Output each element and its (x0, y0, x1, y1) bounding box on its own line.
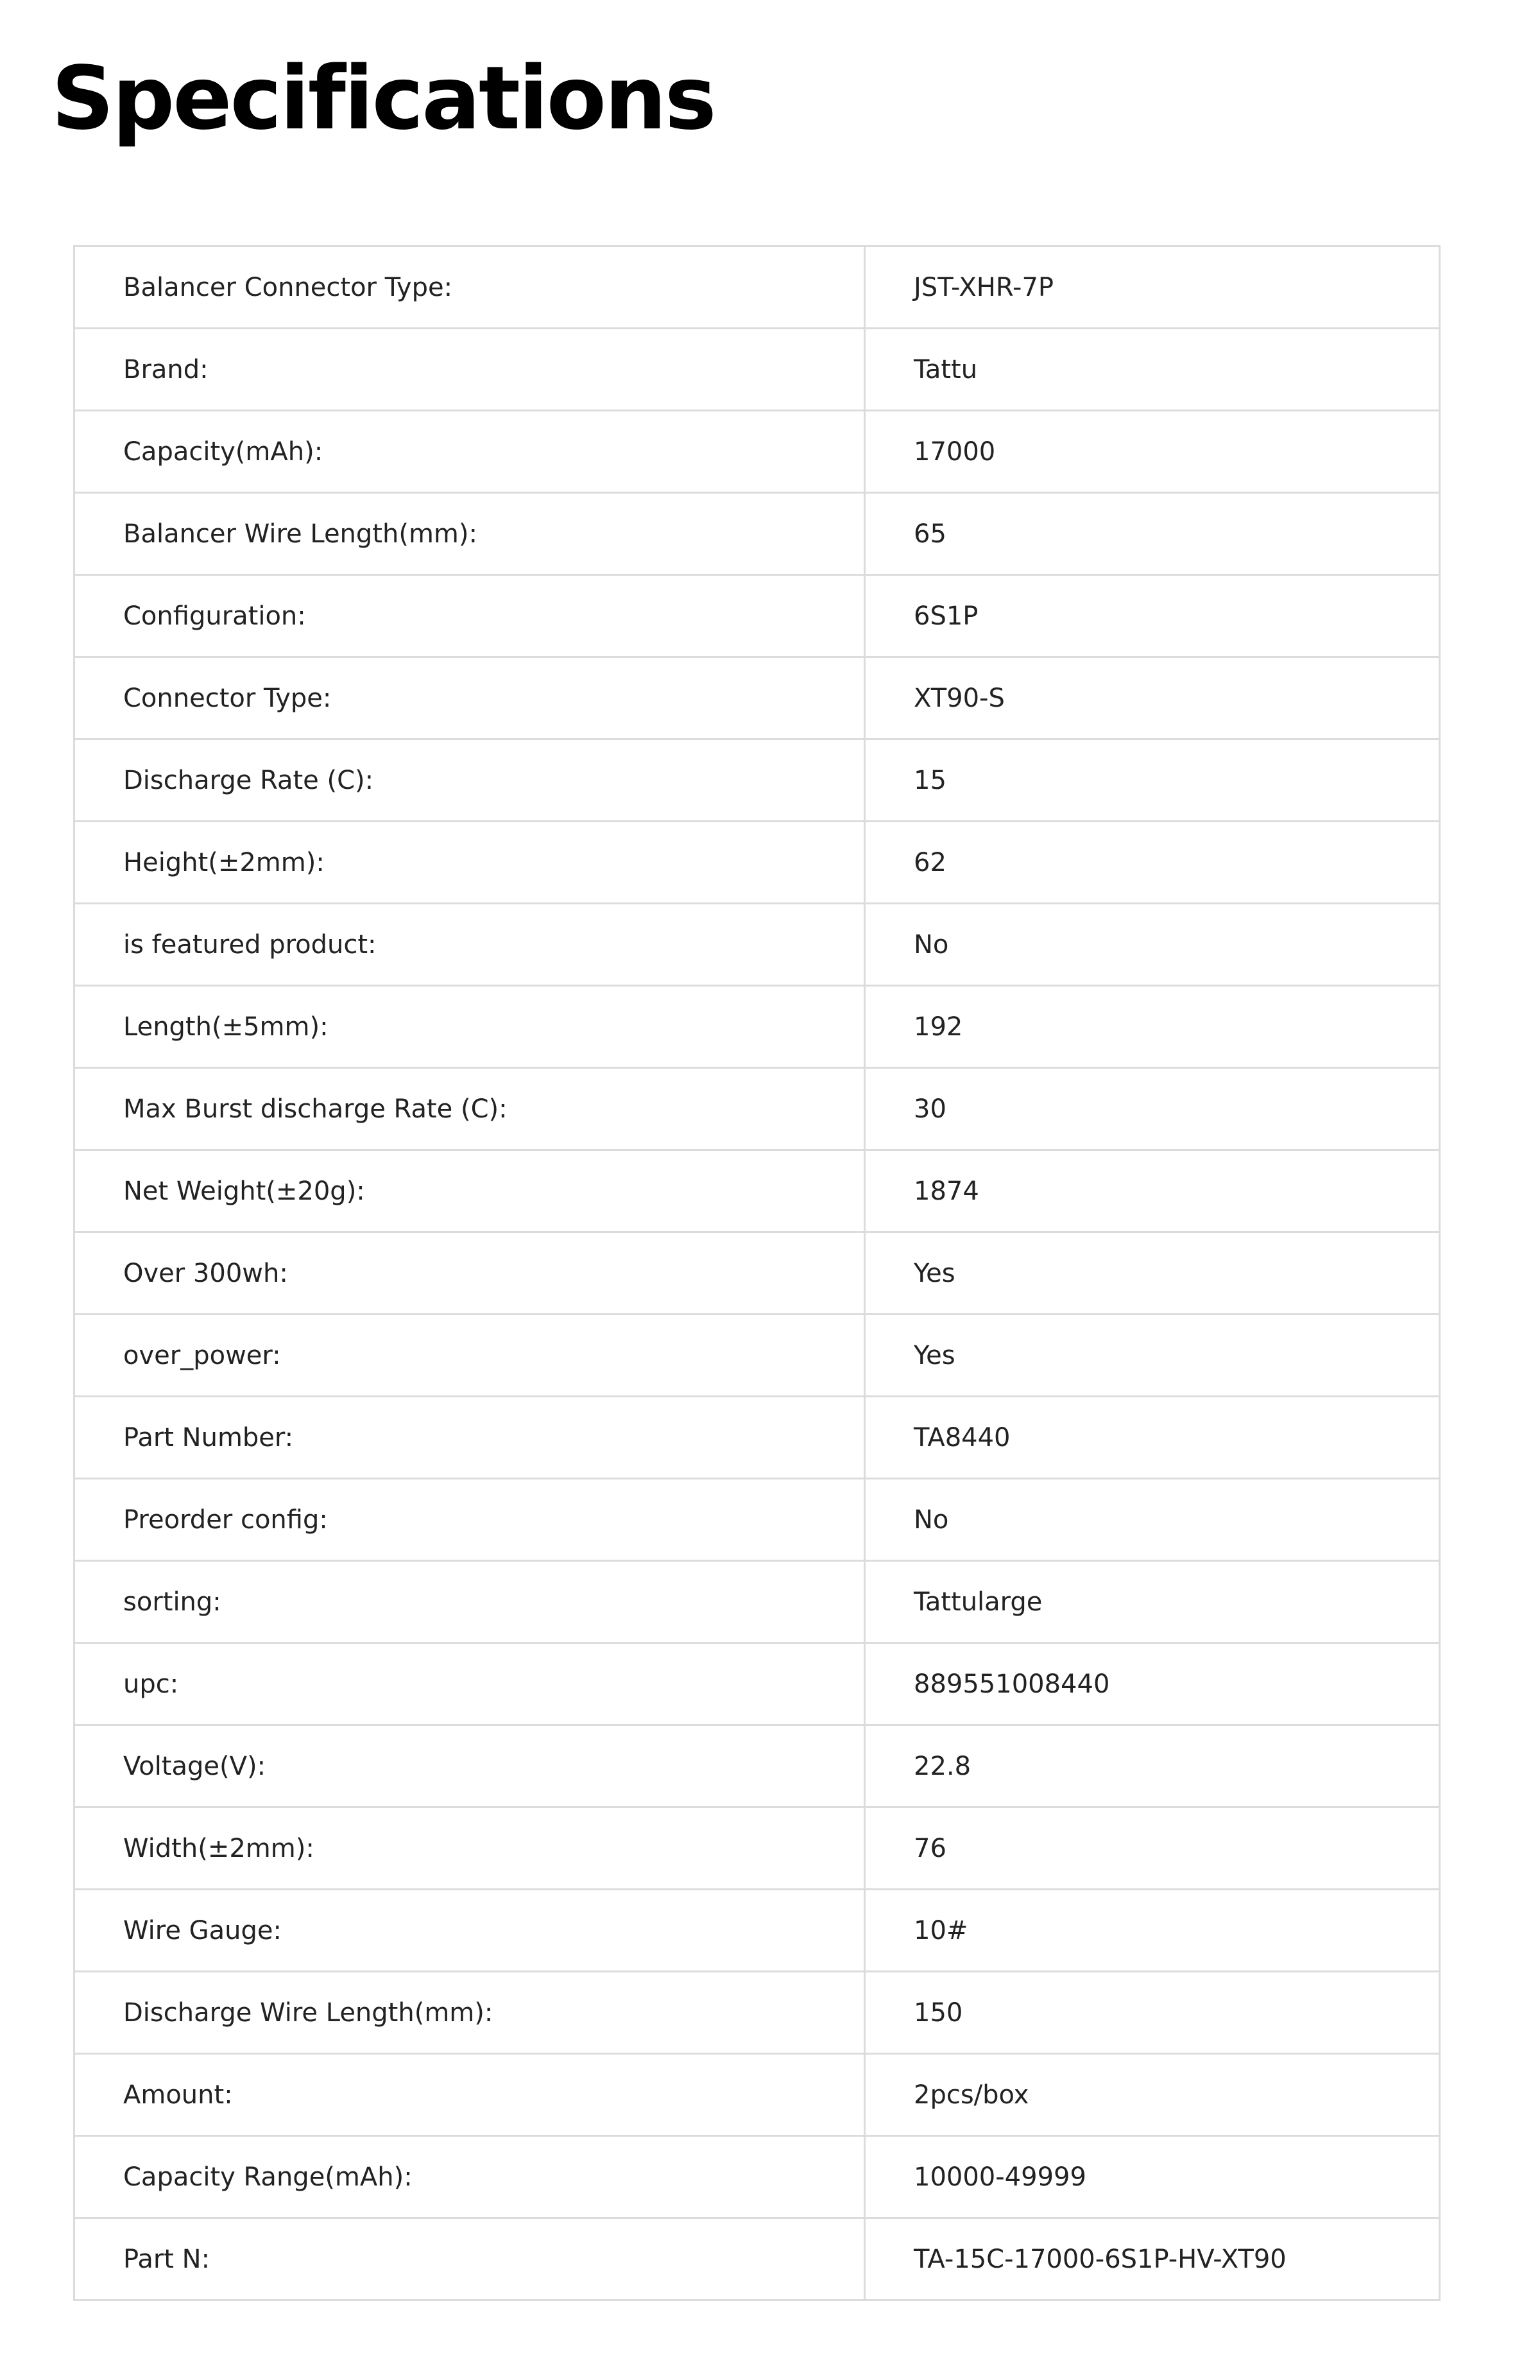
spec-value: 30 (865, 1068, 1440, 1150)
spec-row (74, 1068, 1440, 1150)
spec-value: JST-XHR-7P (865, 246, 1440, 329)
spec-value: 10# (865, 1890, 1440, 1972)
spec-value: TA8440 (865, 1397, 1440, 1479)
spec-label: Over 300wh: (74, 1232, 865, 1315)
spec-label: Part Number: (74, 1397, 865, 1479)
spec-value: 62 (865, 822, 1440, 904)
spec-label: Capacity Range(mAh): (74, 2136, 865, 2218)
spec-value: 15 (865, 739, 1440, 822)
spec-row (74, 1725, 1440, 1807)
spec-row (74, 1972, 1440, 2054)
spec-label: sorting: (74, 1561, 865, 1643)
spec-label: Capacity(mAh): (74, 411, 865, 493)
spec-value: 192 (865, 986, 1440, 1068)
spec-value: Tattu (865, 329, 1440, 411)
spec-row (74, 1397, 1440, 1479)
spec-value: 22.8 (865, 1725, 1440, 1807)
spec-row (74, 411, 1440, 493)
spec-label: Amount: (74, 2054, 865, 2136)
spec-row (74, 2054, 1440, 2136)
spec-label: Balancer Wire Length(mm): (74, 493, 865, 575)
spec-value: Tattularge (865, 1561, 1440, 1643)
spec-row (74, 1150, 1440, 1232)
spec-label: over_power: (74, 1315, 865, 1397)
spec-row (74, 739, 1440, 822)
spec-row (74, 1561, 1440, 1643)
spec-label: Length(±5mm): (74, 986, 865, 1068)
spec-label: Part N: (74, 2218, 865, 2300)
spec-row (74, 904, 1440, 986)
spec-value: No (865, 1479, 1440, 1561)
spec-row (74, 822, 1440, 904)
spec-value: 889551008440 (865, 1643, 1440, 1725)
spec-label: Discharge Wire Length(mm): (74, 1972, 865, 2054)
page-title: Specifications (51, 48, 715, 150)
spec-row (74, 246, 1440, 329)
spec-label: Max Burst discharge Rate (C): (74, 1068, 865, 1150)
spec-value: 150 (865, 1972, 1440, 2054)
spec-label: Voltage(V): (74, 1725, 865, 1807)
spec-label: upc: (74, 1643, 865, 1725)
spec-row (74, 493, 1440, 575)
spec-value: Yes (865, 1232, 1440, 1315)
spec-value: 76 (865, 1807, 1440, 1890)
spec-row (74, 575, 1440, 657)
spec-label: Net Weight(±20g): (74, 1150, 865, 1232)
spec-value: No (865, 904, 1440, 986)
spec-label: Wire Gauge: (74, 1890, 865, 1972)
spec-value: 65 (865, 493, 1440, 575)
spec-row (74, 2136, 1440, 2218)
spec-value: Yes (865, 1315, 1440, 1397)
specifications-table (73, 245, 1441, 2301)
spec-label: Balancer Connector Type: (74, 246, 865, 329)
spec-row (74, 329, 1440, 411)
spec-value: 2pcs/box (865, 2054, 1440, 2136)
spec-row (74, 1807, 1440, 1890)
spec-row (74, 1315, 1440, 1397)
spec-label: Height(±2mm): (74, 822, 865, 904)
spec-row (74, 1643, 1440, 1725)
spec-value: 10000-49999 (865, 2136, 1440, 2218)
spec-label: Width(±2mm): (74, 1807, 865, 1890)
spec-row (74, 2218, 1440, 2300)
spec-label: is featured product: (74, 904, 865, 986)
spec-row (74, 1479, 1440, 1561)
spec-value: 17000 (865, 411, 1440, 493)
spec-row (74, 986, 1440, 1068)
spec-row (74, 1890, 1440, 1972)
spec-label: Configuration: (74, 575, 865, 657)
spec-row (74, 657, 1440, 739)
spec-label: Brand: (74, 329, 865, 411)
spec-value: TA-15C-17000-6S1P-HV-XT90 (865, 2218, 1440, 2300)
spec-value: XT90-S (865, 657, 1440, 739)
spec-label: Discharge Rate (C): (74, 739, 865, 822)
spec-value: 6S1P (865, 575, 1440, 657)
spec-label: Connector Type: (74, 657, 865, 739)
spec-label: Preorder config: (74, 1479, 865, 1561)
spec-value: 1874 (865, 1150, 1440, 1232)
spec-row (74, 1232, 1440, 1315)
